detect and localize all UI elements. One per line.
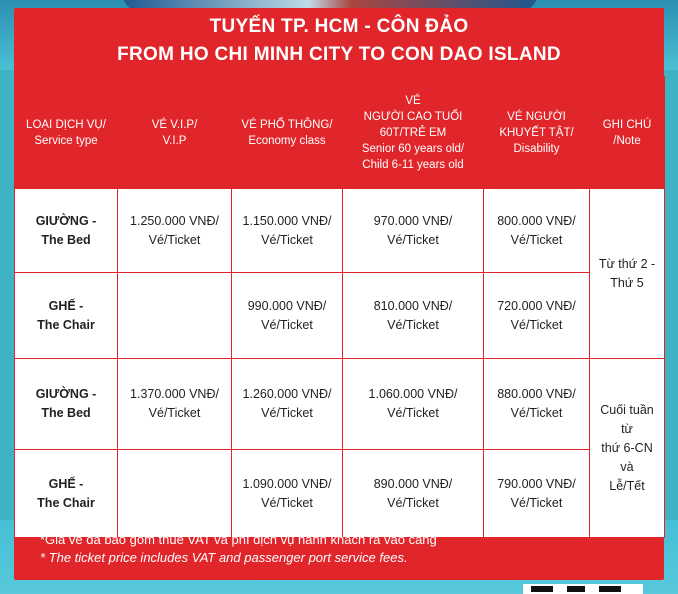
price-unit: Vé/Ticket bbox=[387, 495, 439, 510]
note-cell-weekday bbox=[590, 189, 665, 359]
senior-price-cell bbox=[343, 359, 484, 450]
price-value: 1.250.000 VNĐ/ bbox=[130, 213, 219, 228]
price-value: 790.000 VNĐ/ bbox=[497, 476, 576, 491]
price-value: 1.060.000 VNĐ/ bbox=[368, 387, 458, 401]
header-vip-vi: VÉ V.I.P/ bbox=[151, 118, 198, 131]
service-en: The Chair bbox=[37, 317, 95, 332]
header-disability bbox=[484, 77, 590, 189]
service-vi: GHẾ - bbox=[48, 298, 84, 313]
header-service-vi: LOẠI DỊCH VỤ/ bbox=[26, 118, 106, 131]
service-en: The Bed bbox=[41, 232, 91, 247]
title-vietnamese: TUYẾN TP. HCM - CÔN ĐẢO bbox=[209, 16, 469, 37]
header-note-line: GHI CHÚ bbox=[602, 118, 652, 131]
price-value: 1.260.000 VNĐ/ bbox=[242, 387, 332, 401]
service-cell bbox=[15, 359, 118, 450]
service-cell bbox=[15, 189, 118, 273]
header-disability-line: KHUYẾT TẬT/ bbox=[499, 126, 574, 139]
price-value: 970.000 VNĐ/ bbox=[373, 213, 453, 228]
economy-price-cell bbox=[232, 273, 343, 359]
header-note-line: /Note bbox=[613, 134, 641, 147]
service-vi: GHẾ - bbox=[48, 476, 84, 491]
price-unit: Vé/Ticket bbox=[510, 317, 563, 332]
header-senior-line: NGƯỜI CAO TUỔI bbox=[363, 110, 463, 123]
service-vi: GIƯỜNG - bbox=[35, 387, 97, 401]
header-senior-line: VÉ bbox=[405, 94, 421, 107]
price-value: 1.370.000 VNĐ/ bbox=[130, 387, 219, 401]
price-unit: Vé/Ticket bbox=[510, 406, 563, 420]
service-cell bbox=[15, 273, 118, 359]
price-unit: Vé/Ticket bbox=[387, 317, 439, 332]
qr-code-fragment bbox=[523, 584, 643, 594]
header-disability-line: VÉ NGƯỜI bbox=[507, 110, 566, 123]
header-service-en: Service type bbox=[34, 134, 98, 147]
qr-module bbox=[599, 586, 621, 592]
header-note bbox=[590, 77, 665, 189]
header-service-type bbox=[15, 77, 118, 189]
disability-price-cell bbox=[484, 189, 590, 273]
price-unit: Vé/Ticket bbox=[148, 232, 201, 247]
fare-table bbox=[14, 76, 665, 538]
price-unit: Vé/Ticket bbox=[510, 495, 563, 510]
header-senior-line: Child 6-11 years old bbox=[362, 158, 464, 171]
note-line: Thứ 5 bbox=[610, 275, 644, 290]
vip-price-cell-empty bbox=[118, 273, 232, 359]
table-row bbox=[15, 273, 665, 359]
note-line: Cuối tuần từ bbox=[600, 402, 654, 436]
header-senior-line: 60T/TRẺ EM bbox=[379, 126, 447, 139]
economy-price-cell bbox=[232, 359, 343, 450]
table-row bbox=[15, 450, 665, 538]
senior-price-cell bbox=[343, 450, 484, 538]
qr-module bbox=[531, 586, 553, 592]
price-value: 1.090.000 VNĐ/ bbox=[242, 476, 332, 491]
fare-card bbox=[14, 8, 664, 580]
service-cell bbox=[15, 450, 118, 538]
disability-price-cell bbox=[484, 450, 590, 538]
header-vip-en: V.I.P bbox=[162, 134, 187, 147]
price-unit: Vé/Ticket bbox=[148, 406, 201, 420]
note-line: thứ 6-CN và bbox=[601, 440, 653, 474]
price-unit: Vé/Ticket bbox=[261, 317, 313, 332]
header-vip bbox=[118, 77, 232, 189]
note-line: Lễ/Tết bbox=[609, 478, 645, 493]
price-value: 720.000 VNĐ/ bbox=[497, 298, 576, 313]
header-senior-line: Senior 60 years old/ bbox=[361, 142, 465, 155]
price-unit: Vé/Ticket bbox=[387, 232, 439, 247]
price-value: 990.000 VNĐ/ bbox=[247, 298, 327, 313]
price-unit: Vé/Ticket bbox=[261, 495, 313, 510]
vip-price-cell bbox=[118, 359, 232, 450]
header-senior-child bbox=[343, 77, 484, 189]
vip-price-cell-empty bbox=[118, 450, 232, 538]
header-economy bbox=[232, 77, 343, 189]
price-unit: Vé/Ticket bbox=[261, 406, 313, 420]
note-line: Từ thứ 2 - bbox=[598, 256, 656, 271]
disability-price-cell bbox=[484, 273, 590, 359]
disability-price-cell bbox=[484, 359, 590, 450]
senior-price-cell bbox=[343, 273, 484, 359]
price-value: 800.000 VNĐ/ bbox=[497, 213, 576, 228]
price-value: 1.150.000 VNĐ/ bbox=[242, 213, 332, 228]
price-unit: Vé/Ticket bbox=[510, 232, 563, 247]
service-vi: GIƯỜNG - bbox=[35, 213, 97, 228]
header-economy-vi: VÉ PHỔ THÔNG/ bbox=[241, 118, 333, 131]
table-row bbox=[15, 189, 665, 273]
qr-module bbox=[567, 586, 585, 592]
service-en: The Bed bbox=[41, 406, 91, 420]
service-en: The Chair bbox=[37, 495, 95, 510]
table-row bbox=[15, 359, 665, 450]
table-header-row bbox=[15, 77, 665, 189]
note-cell-weekend bbox=[590, 359, 665, 538]
title-english: FROM HO CHI MINH CITY TO CON DAO ISLAND bbox=[117, 44, 561, 65]
footer-note-vi: *Giá vé đã bao gồm thuế VAT và phí dịch vụ hành khách ra vào cảng bbox=[40, 532, 437, 547]
price-value: 810.000 VNĐ/ bbox=[373, 298, 453, 313]
header-economy-en: Economy class bbox=[248, 134, 326, 147]
price-value: 890.000 VNĐ/ bbox=[373, 476, 453, 491]
vip-price-cell bbox=[118, 189, 232, 273]
economy-price-cell bbox=[232, 450, 343, 538]
price-unit: Vé/Ticket bbox=[261, 232, 313, 247]
header-disability-line: Disability bbox=[513, 142, 560, 155]
senior-price-cell bbox=[343, 189, 484, 273]
footer-note-en: * The ticket price includes VAT and passenger port service fees. bbox=[40, 550, 408, 565]
economy-price-cell bbox=[232, 189, 343, 273]
price-unit: Vé/Ticket bbox=[387, 406, 439, 420]
footer-notes bbox=[40, 531, 437, 567]
price-value: 880.000 VNĐ/ bbox=[497, 387, 576, 401]
